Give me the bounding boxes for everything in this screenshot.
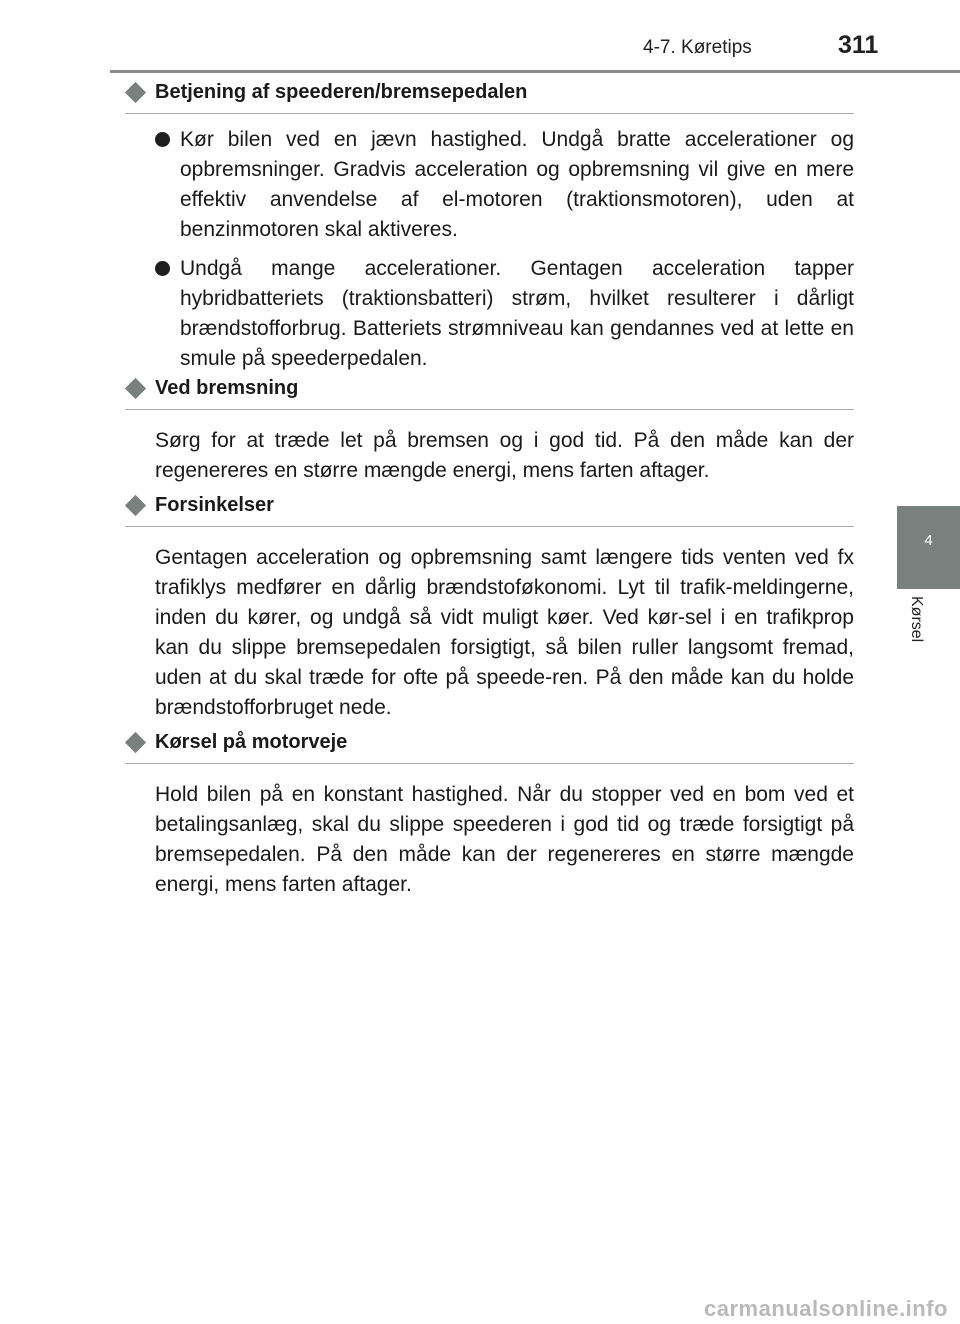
section-title: Kørsel på motorveje xyxy=(155,731,348,753)
section-heading xyxy=(125,79,854,114)
bullet-list xyxy=(125,125,854,374)
diamond-icon xyxy=(125,82,146,103)
section-text: Sørg for at træde let på bremsen og i god tid. På den måde kan der regenereres en større mængde energi, mens farten aftager. xyxy=(155,429,854,482)
section-title: Ved bremsning xyxy=(155,377,299,399)
section-label: 4-7. Køretips xyxy=(643,37,752,58)
bullet-item xyxy=(180,254,854,374)
section-heading xyxy=(125,492,854,527)
bullet-item xyxy=(180,125,854,245)
chapter-title: Kørsel xyxy=(908,596,925,643)
diamond-icon xyxy=(125,495,146,516)
page-number: 311 xyxy=(838,31,879,59)
section-title: Forsinkelser xyxy=(155,494,274,516)
bullet-dot-icon xyxy=(155,261,170,276)
diamond-icon xyxy=(125,732,146,753)
bullet-text: Undgå mange accelerationer. Gentagen acceleration tapper hybridbatteriets (traktionsbatteri) strøm, hvilket resulterer i dårligt brændstofforbrug. Batteriets strømniveau kan gendannes ved at lette en smule på speederpedalen. xyxy=(180,257,854,370)
header-rule xyxy=(110,70,960,73)
section-title: Betjening af speederen/bremsepedalen xyxy=(155,81,528,103)
section-heading xyxy=(125,375,854,410)
section-heading xyxy=(125,729,854,764)
chapter-number: 4 xyxy=(924,532,933,549)
section-text: Hold bilen på en konstant hastighed. Når du stopper ved en bom ved et betalingsanlæg, skal du slippe speederen i god tid og træde forsigtigt på bremsepedalen. På den måde kan der regenereres en større mængde energi, mens farten aftager. xyxy=(155,783,854,896)
section-pedal-operation xyxy=(125,79,854,374)
section-delays xyxy=(125,492,854,723)
section-braking xyxy=(125,375,854,486)
section-text: Gentagen acceleration og opbremsning samt længere tids venten ved fx trafiklys medfører en dårlig brændstoføkonomi. Lyt til trafik-meldingerne, inden du kører, og undgå så vidt muligt køer. Ved kør-sel i en trafikprop kan du slippe bremsepedalen forsigtigt, så bilen ruller langsomt fremad, uden at du skal træde for ofte på speede-ren. På den måde kan du holde brændstofforbruget nede. xyxy=(155,546,854,719)
bullet-text: Kør bilen ved en jævn hastighed. Undgå bratte accelerationer og opbremsninger. Gradvis acceleration og opbremsning vil give en mere effektiv anvendelse af el-motoren (traktionsmotoren), uden at benzinmotoren skal aktiveres. xyxy=(180,128,854,241)
chapter-tab xyxy=(897,506,960,589)
watermark: carmanualsonline.info xyxy=(704,1296,948,1321)
section-motorway xyxy=(125,729,854,900)
bullet-dot-icon xyxy=(155,132,170,147)
diamond-icon xyxy=(125,378,146,399)
